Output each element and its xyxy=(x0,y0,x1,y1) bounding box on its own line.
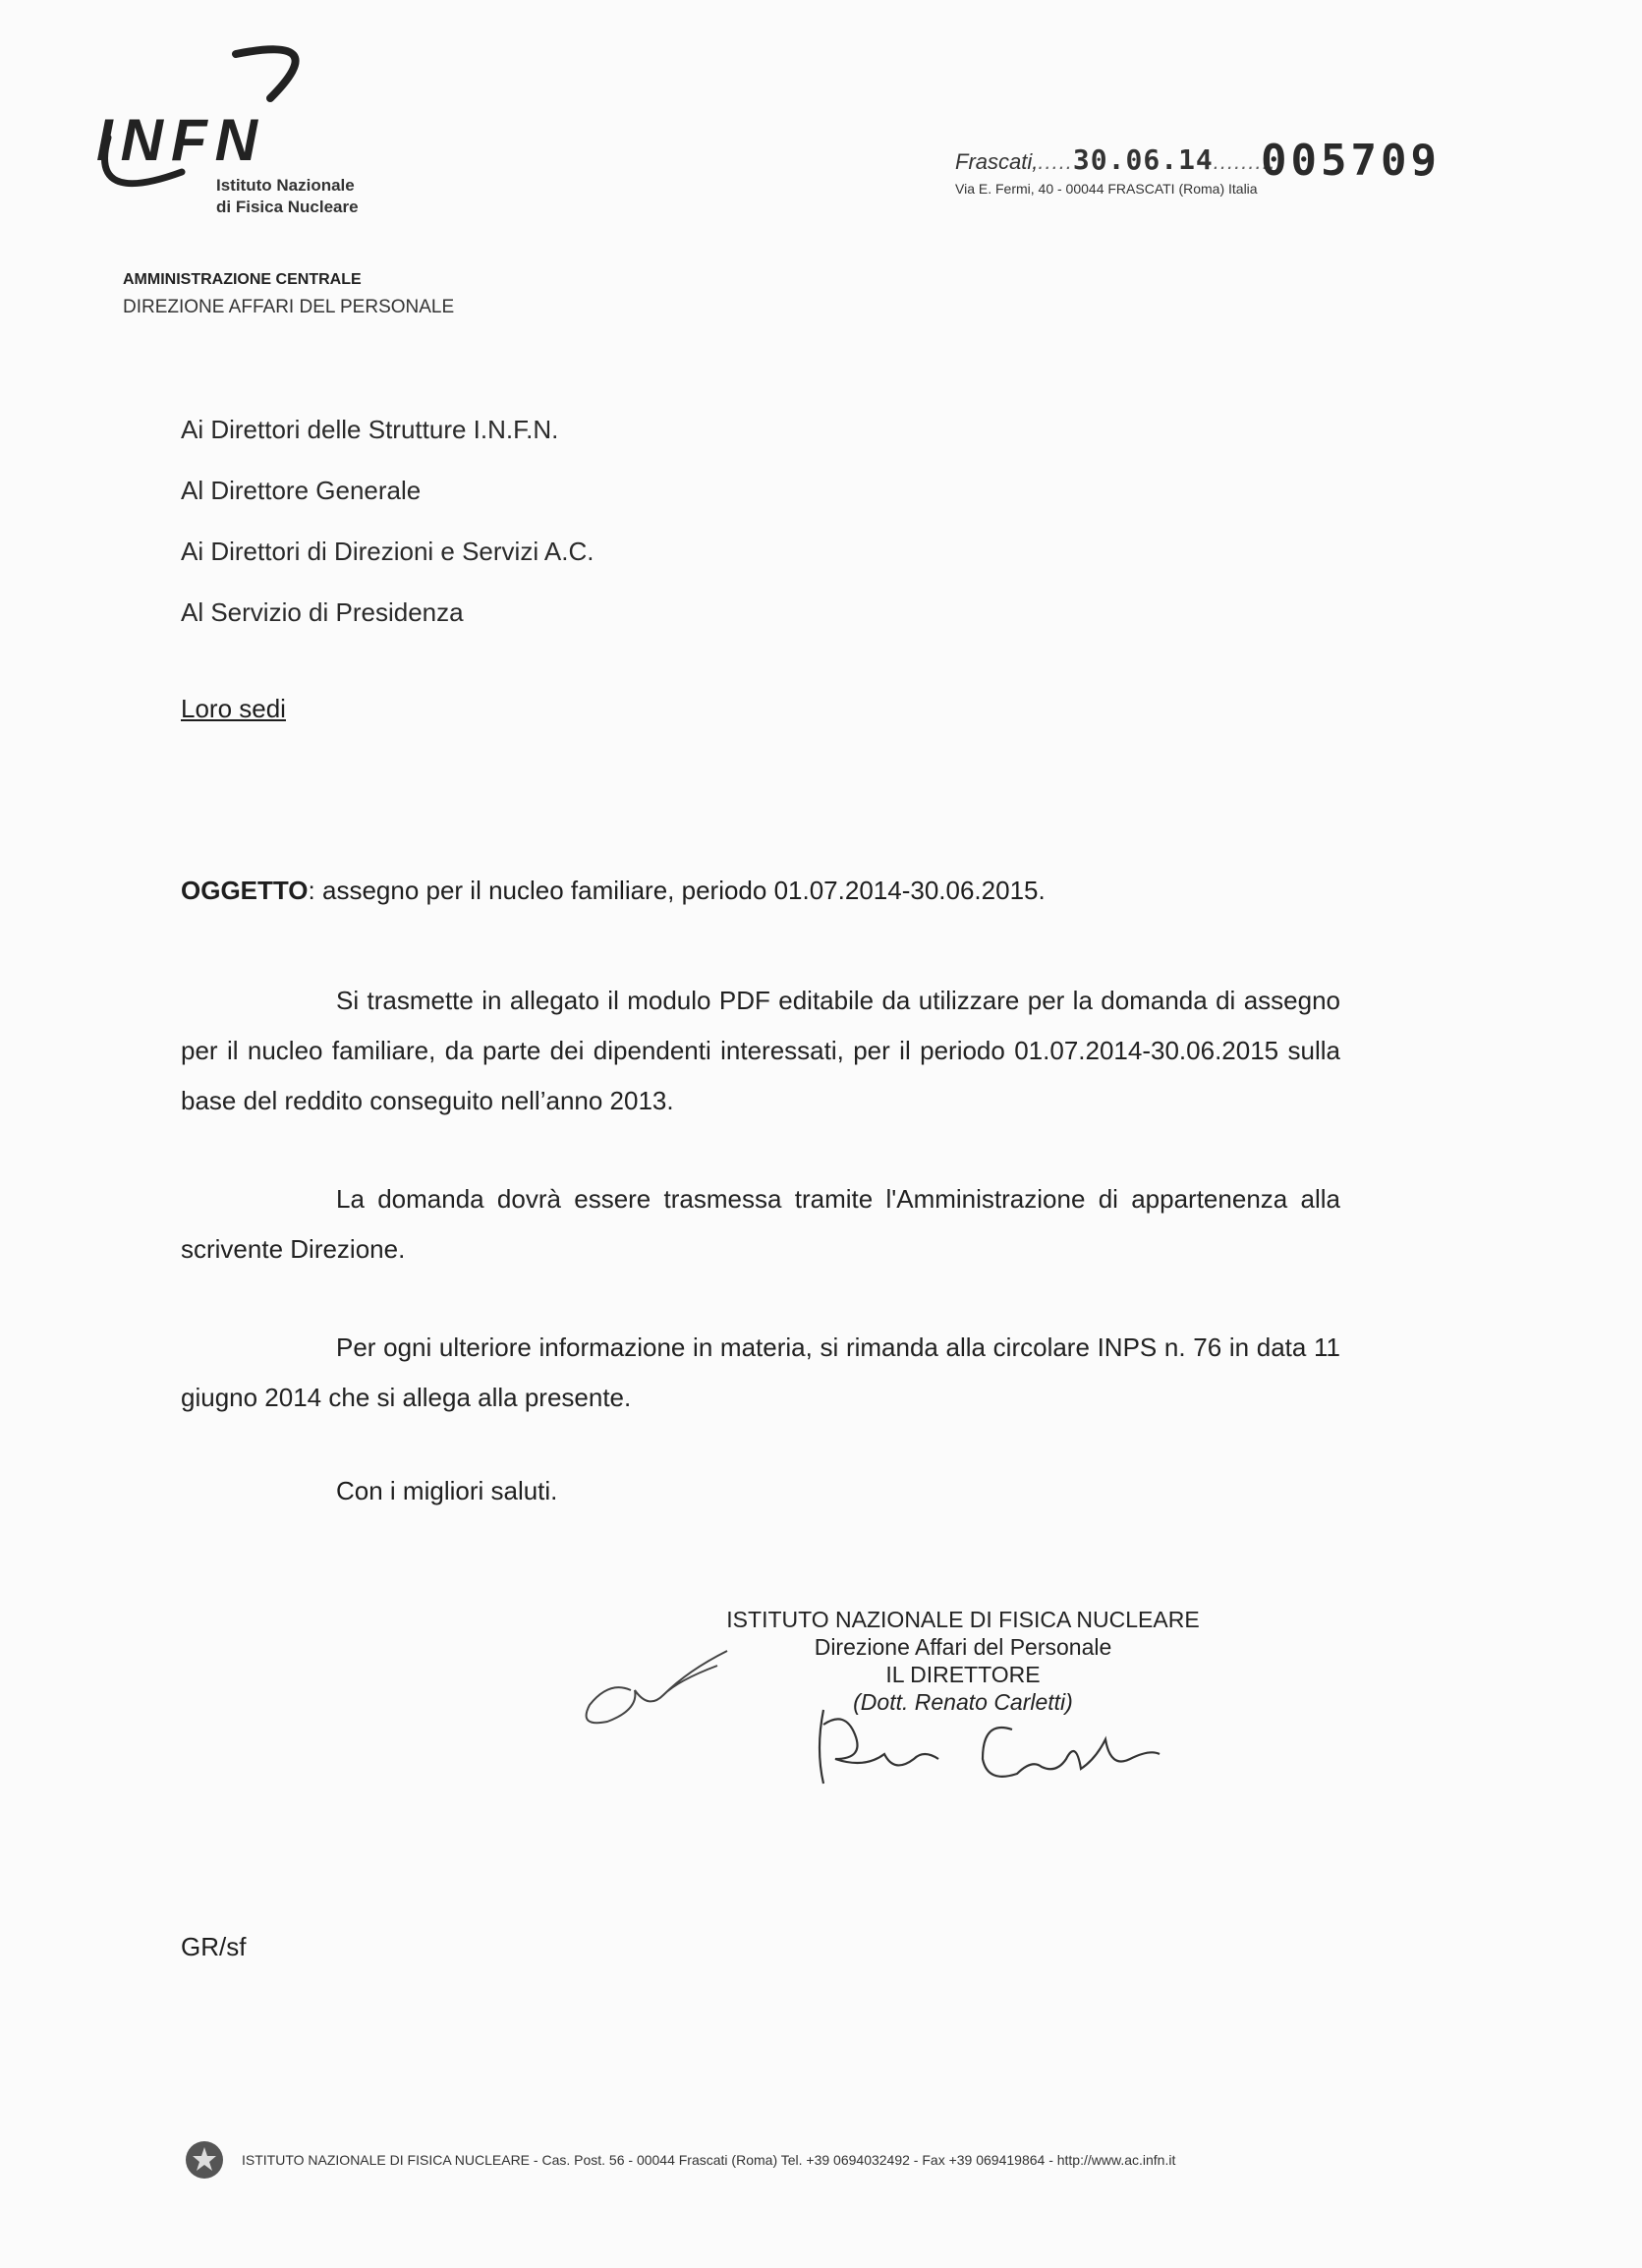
sender-address: Via E. Fermi, 40 - 00044 FRASCATI (Roma) Italia xyxy=(955,181,1258,197)
recipient: Al Direttore Generale xyxy=(181,476,422,505)
date-stamp: 30.06.14 xyxy=(1072,143,1214,176)
closing-salutation: Con i migliori saluti. xyxy=(336,1476,558,1505)
logo-subtitle-line: Istituto Nazionale xyxy=(216,176,355,195)
department-title: AMMINISTRAZIONE CENTRALE xyxy=(123,271,362,288)
logo-wordmark: INFN xyxy=(96,107,265,173)
protocol-number: 005709 xyxy=(1261,136,1441,186)
paragraph-text: Per ogni ulteriore informazione in materia, si rimanda alla circolare INPS n. 76 in data 11 giugno 2014 che si allega alla presente. xyxy=(181,1332,1340,1412)
signature-role: IL DIRETTORE xyxy=(885,1662,1041,1687)
recipient: Al Servizio di Presidenza xyxy=(181,597,464,627)
loro-sedi: Loro sedi xyxy=(181,694,286,723)
reference-initials: GR/sf xyxy=(181,1932,247,1961)
signature-block xyxy=(688,1606,1238,1716)
recipient: Ai Direttori di Direzioni e Servizi A.C. xyxy=(181,537,595,566)
logo-subtitle xyxy=(216,175,359,218)
subject-text: : assegno per il nucleo familiare, periodo 01.07.2014-30.06.2015. xyxy=(308,876,1046,905)
recipient: Ai Direttori delle Strutture I.N.F.N. xyxy=(181,415,559,444)
signature-name: (Dott. Renato Carletti) xyxy=(853,1689,1073,1715)
signature-department: Direzione Affari del Personale xyxy=(814,1634,1112,1660)
department-subtitle: DIREZIONE AFFARI DEL PERSONALE xyxy=(123,297,455,317)
body-paragraph xyxy=(181,976,1340,1126)
recipients-list xyxy=(181,415,594,658)
body-paragraph xyxy=(181,1323,1340,1423)
republic-emblem-icon xyxy=(183,2138,226,2182)
paragraph-text: Si trasmette in allegato il modulo PDF editabile da utilizzare per la domanda di assegno per il nucleo familiare, da parte dei dipendenti interessati, per il periodo 01.07.2014-30.06.2015 sulla base del reddito conseguito nell’anno 2013. xyxy=(181,986,1340,1115)
logo-subtitle-line: di Fisica Nucleare xyxy=(216,198,359,216)
body-paragraph xyxy=(181,1174,1340,1275)
place: Frascati, xyxy=(955,149,1039,174)
subject-line xyxy=(181,876,1046,906)
subject-label: OGGETTO xyxy=(181,876,309,905)
signature-institution: ISTITUTO NAZIONALE DI FISICA NUCLEARE xyxy=(726,1607,1200,1632)
footer-text: ISTITUTO NAZIONALE DI FISICA NUCLEARE - Cas. Post. 56 - 00044 Frascati (Roma) Tel. +39 0694032492 - Fax +39 069419864 - http://www.ac.infn.it xyxy=(242,2152,1176,2168)
place-date-line: Frascati,.....30.06.14......... xyxy=(955,143,1276,176)
paragraph-text: La domanda dovrà essere trasmessa tramite l'Amministrazione di appartenenza alla scrivente Direzione. xyxy=(181,1184,1340,1264)
